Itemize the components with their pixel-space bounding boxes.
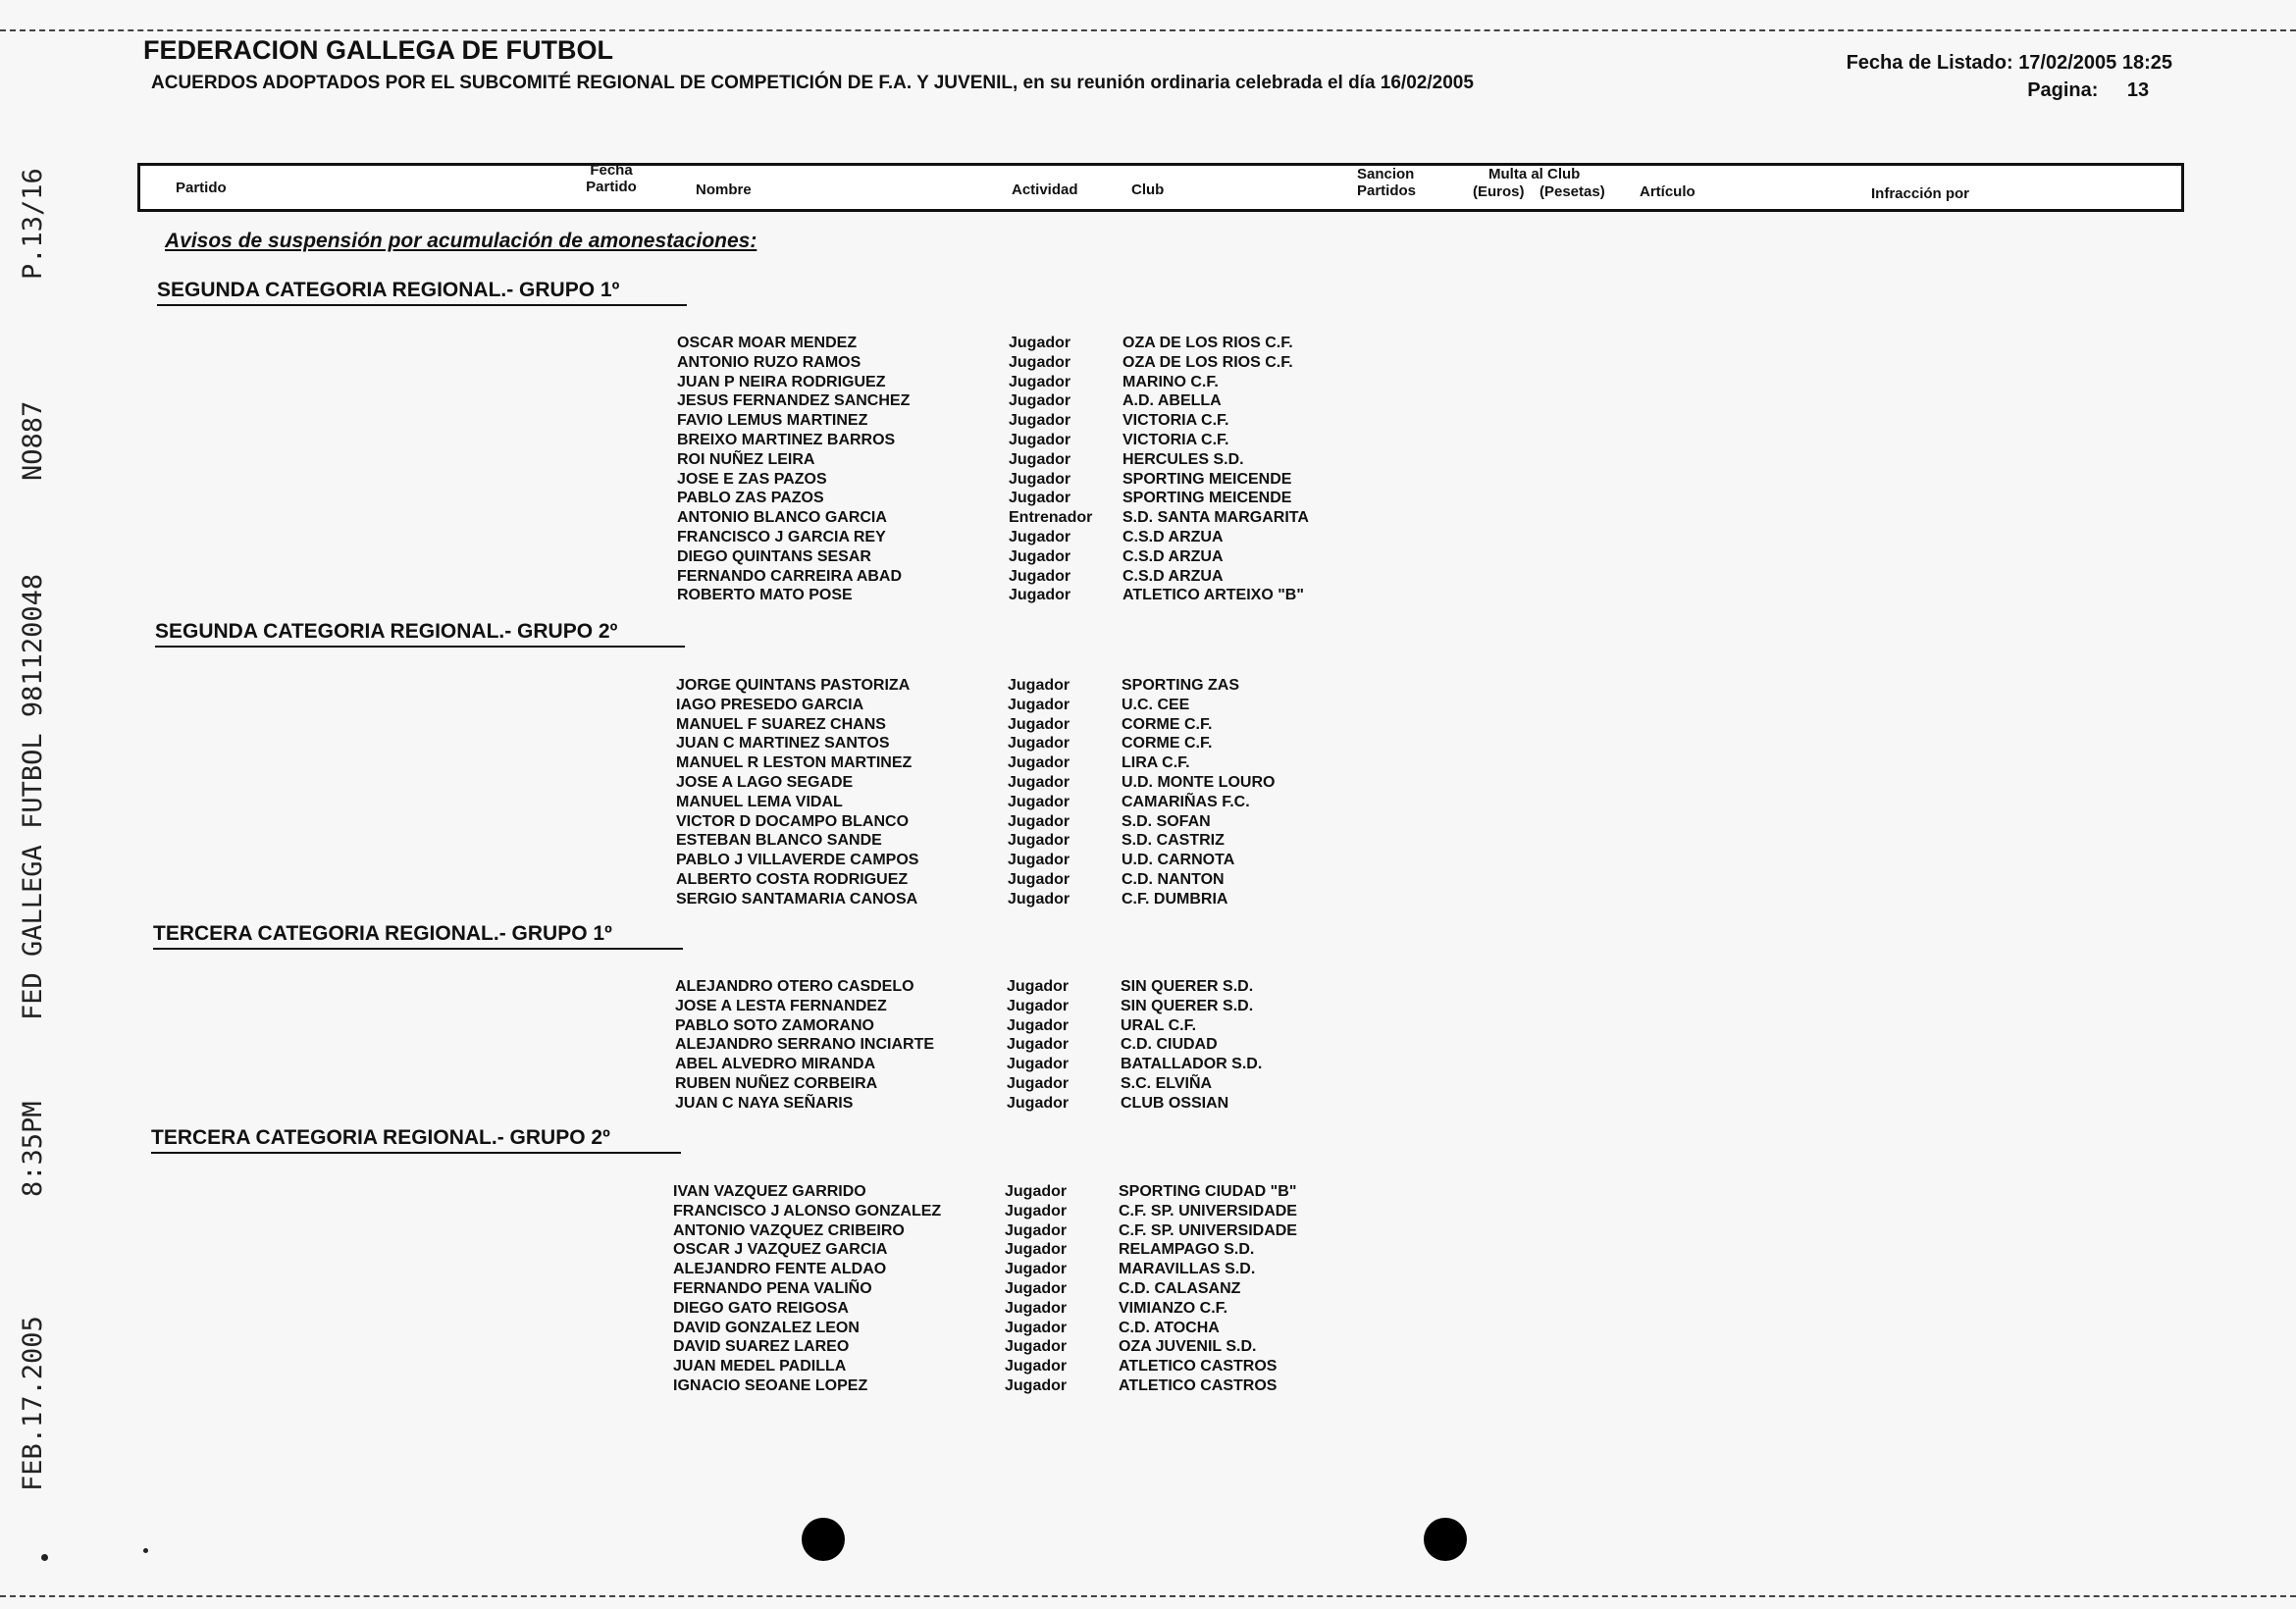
player-activity: Jugador <box>1008 773 1070 791</box>
group-title: SEGUNDA CATEGORIA REGIONAL.- GRUPO 1º <box>157 279 687 306</box>
col-pesetas: (Pesetas) <box>1539 183 1605 200</box>
player-name: MANUEL R LESTON MARTINEZ <box>676 754 913 772</box>
player-club: S.D. SOFAN <box>1122 812 1211 830</box>
player-name: JUAN P NEIRA RODRIGUEZ <box>677 373 886 390</box>
player-name: PABLO J VILLAVERDE CAMPOS <box>676 852 919 869</box>
player-club: C.S.D ARZUA <box>1122 547 1224 565</box>
player-club: CLUB OSSIAN <box>1121 1094 1229 1112</box>
player-name: DAVID SUAREZ LAREO <box>673 1338 850 1356</box>
player-activity: Jugador <box>1007 1094 1070 1112</box>
player-name: DAVID GONZALEZ LEON <box>673 1319 860 1336</box>
scan-speck <box>143 1548 148 1553</box>
top-fax-line <box>0 29 2296 31</box>
col-euros: (Euros) <box>1473 183 1525 200</box>
player-activity: Jugador <box>1009 353 1071 371</box>
player-activity: Jugador <box>1009 450 1071 468</box>
player-club: CORME C.F. <box>1122 715 1213 733</box>
player-club: CORME C.F. <box>1122 735 1213 753</box>
player-name: JOSE A LESTA FERNANDEZ <box>675 997 887 1014</box>
document-title: FEDERACION GALLEGA DE FUTBOL <box>143 35 613 65</box>
col-infraccion: Infracción por <box>1871 185 1970 202</box>
player-activity: Jugador <box>1008 812 1070 830</box>
player-name: OSCAR J VAZQUEZ GARCIA <box>673 1241 888 1259</box>
player-activity: Jugador <box>1005 1261 1068 1278</box>
player-club: S.D. SANTA MARGARITA <box>1122 509 1309 527</box>
player-club: VIMIANZO C.F. <box>1119 1299 1228 1317</box>
listing-meta <box>1833 49 2172 104</box>
player-club: C.F. DUMBRIA <box>1122 890 1228 908</box>
player-name: ROBERTO MATO POSE <box>677 587 853 604</box>
bottom-fax-line <box>0 1595 2296 1597</box>
player-club: C.D. CIUDAD <box>1121 1036 1218 1054</box>
player-club: CAMARIÑAS F.C. <box>1122 793 1250 810</box>
player-club: C.S.D ARZUA <box>1122 567 1224 585</box>
player-activity: Jugador <box>1009 547 1071 565</box>
player-activity: Jugador <box>1008 715 1070 733</box>
player-club: A.D. ABELLA <box>1122 392 1222 410</box>
player-club: URAL C.F. <box>1121 1016 1197 1034</box>
fax-page: P.13/16 <box>18 168 48 280</box>
player-name: SERGIO SANTAMARIA CANOSA <box>676 890 918 908</box>
player-activity: Jugador <box>1007 997 1070 1014</box>
player-club: SPORTING CIUDAD "B" <box>1119 1183 1297 1200</box>
player-name: ESTEBAN BLANCO SANDE <box>676 832 882 850</box>
player-activity: Jugador <box>1008 870 1070 888</box>
player-club: S.D. CASTRIZ <box>1122 832 1225 850</box>
player-name: JESUS FERNANDEZ SANCHEZ <box>677 392 911 410</box>
player-activity: Jugador <box>1009 470 1071 488</box>
fax-time: 8:35PM <box>18 1101 48 1197</box>
player-name: MANUEL LEMA VIDAL <box>676 793 843 810</box>
group-title: TERCERA CATEGORIA REGIONAL.- GRUPO 2º <box>151 1126 681 1154</box>
player-club: VICTORIA C.F. <box>1122 431 1229 448</box>
player-club: ATLETICO CASTROS <box>1119 1376 1278 1394</box>
player-name: JOSE E ZAS PAZOS <box>677 470 827 488</box>
player-activity: Jugador <box>1005 1319 1068 1336</box>
player-activity: Entrenador <box>1009 509 1093 527</box>
group-title: SEGUNDA CATEGORIA REGIONAL.- GRUPO 2º <box>155 620 685 648</box>
player-activity: Jugador <box>1007 1016 1070 1034</box>
player-name: JUAN C MARTINEZ SANTOS <box>676 735 890 753</box>
player-activity: Jugador <box>1007 1036 1070 1054</box>
player-name: MANUEL F SUAREZ CHANS <box>676 715 886 733</box>
player-club: U.C. CEE <box>1122 696 1190 713</box>
player-activity: Jugador <box>1008 832 1070 850</box>
player-club: C.F. SP. UNIVERSIDADE <box>1119 1221 1297 1239</box>
player-activity: Jugador <box>1005 1202 1068 1220</box>
player-name: VICTOR D DOCAMPO BLANCO <box>676 812 910 830</box>
player-activity: Jugador <box>1009 567 1071 585</box>
player-name: FAVIO LEMUS MARTINEZ <box>677 412 868 430</box>
player-club: C.S.D ARZUA <box>1122 528 1224 545</box>
fax-sender: FED GALLEGA FUTBOL 981120048 <box>18 573 48 1020</box>
document-subtitle: ACUERDOS ADOPTADOS POR EL SUBCOMITÉ REGIONAL DE COMPETICIÓN DE F.A. Y JUVENIL, en su reunión ordinaria celebrada el día 16/02/2005 <box>151 73 1474 93</box>
player-activity: Jugador <box>1008 890 1070 908</box>
player-name: ALBERTO COSTA RODRIGUEZ <box>676 870 909 888</box>
player-club: C.D. ATOCHA <box>1119 1319 1220 1336</box>
player-name: IGNACIO SEOANE LOPEZ <box>673 1376 868 1394</box>
column-header-bar <box>137 163 2184 212</box>
player-name: JUAN MEDEL PADILLA <box>673 1358 847 1375</box>
player-activity: Jugador <box>1009 431 1071 448</box>
player-activity: Jugador <box>1007 1056 1070 1073</box>
player-club: MARINO C.F. <box>1122 373 1219 390</box>
player-name: FERNANDO CARREIRA ABAD <box>677 567 903 585</box>
player-activity: Jugador <box>1009 373 1071 390</box>
player-club: C.D. NANTON <box>1122 870 1225 888</box>
player-name: DIEGO GATO REIGOSA <box>673 1299 849 1317</box>
player-club: SPORTING MEICENDE <box>1122 470 1292 488</box>
player-activity: Jugador <box>1008 696 1070 713</box>
section-note: Avisos de suspensión por acumulación de amonestaciones: <box>165 230 757 252</box>
player-club: SPORTING ZAS <box>1122 677 1240 694</box>
col-partido: Partido <box>176 180 227 196</box>
player-name: PABLO ZAS PAZOS <box>677 490 824 507</box>
player-name: ANTONIO BLANCO GARCIA <box>677 509 887 527</box>
col-actividad: Actividad <box>1012 182 1078 198</box>
group-title: TERCERA CATEGORIA REGIONAL.- GRUPO 1º <box>153 922 683 950</box>
player-name: JUAN C NAYA SEÑARIS <box>675 1094 854 1112</box>
player-name: OSCAR MOAR MENDEZ <box>677 335 858 351</box>
player-club: MARAVILLAS S.D. <box>1119 1261 1256 1278</box>
player-club: C.F. SP. UNIVERSIDADE <box>1119 1202 1297 1220</box>
player-activity: Jugador <box>1005 1376 1068 1394</box>
pagina-label: Pagina: <box>2027 79 2099 101</box>
pagina-value: 13 <box>2126 79 2150 101</box>
player-name: RUBEN NUÑEZ CORBEIRA <box>675 1074 878 1092</box>
player-activity: Jugador <box>1005 1279 1068 1297</box>
player-name: JOSE A LAGO SEGADE <box>676 773 854 791</box>
player-club: SPORTING MEICENDE <box>1122 490 1292 507</box>
player-activity: Jugador <box>1008 793 1070 810</box>
player-club: OZA DE LOS RIOS C.F. <box>1122 335 1293 351</box>
player-club: U.D. CARNOTA <box>1122 852 1235 869</box>
player-name: BREIXO MARTINEZ BARROS <box>677 431 896 448</box>
player-activity: Jugador <box>1008 852 1070 869</box>
fax-date: FEB.17.2005 <box>18 1316 48 1491</box>
col-articulo: Artículo <box>1640 183 1696 200</box>
player-activity: Jugador <box>1009 412 1071 430</box>
player-club: C.D. CALASANZ <box>1119 1279 1241 1297</box>
player-name: ANTONIO VAZQUEZ CRIBEIRO <box>673 1221 905 1239</box>
player-name: PABLO SOTO ZAMORANO <box>675 1016 874 1034</box>
player-name: IVAN VAZQUEZ GARRIDO <box>673 1183 866 1200</box>
col-fecha-partido: Fecha Partido <box>586 162 637 195</box>
player-name: ALEJANDRO FENTE ALDAO <box>673 1261 887 1278</box>
player-name: ROI NUÑEZ LEIRA <box>677 450 815 468</box>
player-name: ABEL ALVEDRO MIRANDA <box>675 1056 876 1073</box>
scan-speck <box>41 1554 48 1561</box>
player-club: SIN QUERER S.D. <box>1121 978 1254 995</box>
player-club: OZA DE LOS RIOS C.F. <box>1122 353 1293 371</box>
player-name: FERNANDO PENA VALIÑO <box>673 1279 872 1297</box>
player-name: FRANCISCO J ALONSO GONZALEZ <box>673 1202 942 1220</box>
player-activity: Jugador <box>1009 335 1071 351</box>
player-club: HERCULES S.D. <box>1122 450 1244 468</box>
player-name: ALEJANDRO SERRANO INCIARTE <box>675 1036 935 1054</box>
punch-hole-right <box>1424 1518 1467 1561</box>
punch-hole-left <box>802 1518 845 1561</box>
col-club: Club <box>1131 182 1165 198</box>
player-activity: Jugador <box>1007 978 1070 995</box>
player-name: ANTONIO RUZO RAMOS <box>677 353 861 371</box>
player-activity: Jugador <box>1008 735 1070 753</box>
player-club: ATLETICO CASTROS <box>1119 1358 1278 1375</box>
player-club: RELAMPAGO S.D. <box>1119 1241 1255 1259</box>
player-activity: Jugador <box>1009 587 1071 604</box>
col-nombre: Nombre <box>696 182 752 198</box>
player-name: FRANCISCO J GARCIA REY <box>677 528 886 545</box>
player-name: DIEGO QUINTANS SESAR <box>677 547 871 565</box>
player-activity: Jugador <box>1005 1338 1068 1356</box>
player-name: IAGO PRESEDO GARCIA <box>676 696 864 713</box>
player-activity: Jugador <box>1005 1183 1068 1200</box>
col-multa: Multa al Club <box>1488 166 1581 182</box>
fax-number: NO887 <box>18 400 48 481</box>
player-club: BATALLADOR S.D. <box>1121 1056 1263 1073</box>
player-name: ALEJANDRO OTERO CASDELO <box>675 978 914 995</box>
fecha-value: 17/02/2005 18:25 <box>2018 52 2172 74</box>
player-name: JORGE QUINTANS PASTORIZA <box>676 677 911 694</box>
player-activity: Jugador <box>1005 1299 1068 1317</box>
player-club: S.C. ELVIÑA <box>1121 1074 1213 1092</box>
player-activity: Jugador <box>1007 1074 1070 1092</box>
player-club: U.D. MONTE LOURO <box>1122 773 1276 791</box>
player-club: ATLETICO ARTEIXO "B" <box>1122 587 1304 604</box>
player-club: OZA JUVENIL S.D. <box>1119 1338 1257 1356</box>
player-activity: Jugador <box>1009 490 1071 507</box>
player-activity: Jugador <box>1005 1221 1068 1239</box>
player-activity: Jugador <box>1005 1241 1068 1259</box>
fecha-label: Fecha de Listado: <box>1846 52 2013 74</box>
player-activity: Jugador <box>1008 754 1070 772</box>
player-activity: Jugador <box>1005 1358 1068 1375</box>
player-activity: Jugador <box>1009 528 1071 545</box>
player-activity: Jugador <box>1008 677 1070 694</box>
player-club: LIRA C.F. <box>1122 754 1190 772</box>
player-activity: Jugador <box>1009 392 1071 410</box>
col-sancion: Sancion Partidos <box>1357 166 1417 199</box>
player-club: SIN QUERER S.D. <box>1121 997 1254 1014</box>
player-club: VICTORIA C.F. <box>1122 412 1229 430</box>
